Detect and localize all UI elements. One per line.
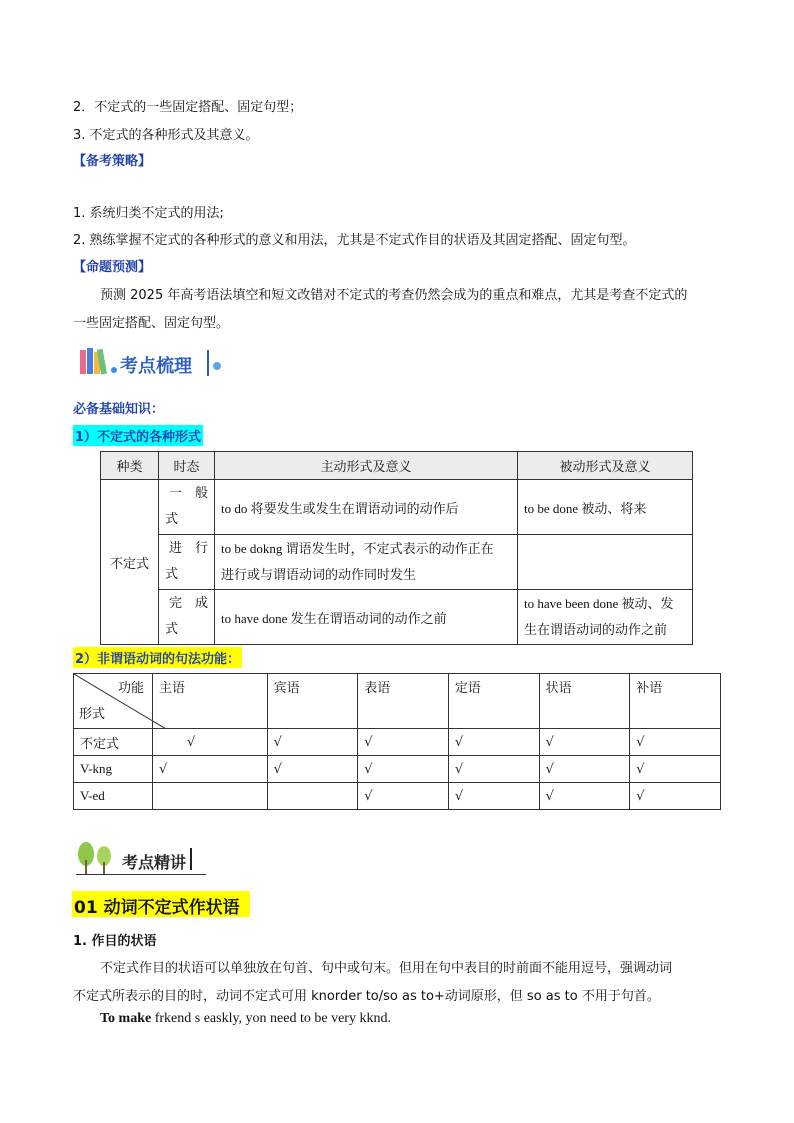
t2-form-ved: V-ed (74, 783, 153, 810)
t1-passive-progressive (518, 535, 693, 590)
title-dot (213, 362, 221, 370)
t2-header-adverbial: 状语 (539, 674, 630, 729)
forms-table (100, 451, 693, 645)
example-sentence (100, 1011, 391, 1027)
t2-check-cell: √ (358, 783, 449, 810)
subheading-purpose-adverbial: 1. 作目的状语 (73, 934, 157, 949)
basics-heading: 必备基础知识： (73, 402, 165, 417)
t1-active-simple: to do 将要发生或发生在谓语动词的动作后 (215, 480, 518, 535)
forecast-text-2: 一些固定搭配、固定句型。 (73, 316, 230, 331)
t1-passive-perfect: to have been done 被动、发 生在谓语动词的动作之前 (518, 590, 693, 645)
t1-tense-progressive: 进 行 式 (159, 535, 215, 590)
t2-check-cell: √ (153, 729, 268, 756)
table1-heading: 1）不定式的各种形式 (73, 425, 203, 446)
section-title-block-1 (78, 346, 228, 378)
t2-check-cell: √ (539, 756, 630, 783)
section-title-block-2 (76, 840, 211, 876)
example-bold-part: To make (100, 1011, 152, 1026)
t2-header-attribute: 定语 (448, 674, 539, 729)
function-table (73, 673, 721, 810)
t2-corner-top: 功能 (117, 681, 144, 696)
strategy-item-1: 1. 系统归类不定式的用法; (73, 206, 224, 221)
t2-check-cell: √ (267, 756, 358, 783)
strategy-item-2: 2. 熟练掌握不定式的各种形式的意义和用法，尤其是不定式作目的状语及其固定搭配、固定句型。 (73, 233, 636, 248)
paragraph-1-line-2: 不定式所表示的目的时，动词不定式可用 knorder to/so as to+动词原形，但 so as to 不用于句首。 (73, 989, 660, 1004)
t2-form-infinitive: 不定式 (74, 729, 153, 756)
books-icon (78, 346, 118, 378)
t1-kind-cell: 不定式 (101, 480, 159, 645)
t2-check-cell: √ (358, 756, 449, 783)
t2-check-cell: √ (630, 756, 721, 783)
t1-header-active: 主动形式及意义 (215, 452, 518, 480)
t2-check-cell: √ (630, 783, 721, 810)
intro-line-2: 3. 不定式的各种形式及其意义。 (73, 128, 259, 143)
t1-active-perfect: to have done 发生在谓语动词的动作之前 (215, 590, 518, 645)
title-cursor-bar (207, 350, 209, 376)
t2-check-cell: √ (448, 756, 539, 783)
t2-corner-bottom: 形式 (79, 707, 106, 722)
t1-active-progressive: to be dokng 谓语发生时，不定式表示的动作正在 进行或与谓语动词的动作同时发生 (215, 535, 518, 590)
t2-check-cell: √ (539, 729, 630, 756)
t2-check-cell: √ (539, 783, 630, 810)
t2-check-cell: √ (630, 729, 721, 756)
t1-header-kind: 种类 (101, 452, 159, 480)
forecast-heading: 【命题预测】 (73, 260, 152, 275)
t2-check-cell (267, 783, 358, 810)
t1-header-passive: 被动形式及意义 (518, 452, 693, 480)
t2-header-object: 宾语 (267, 674, 358, 729)
title-cursor-bar (190, 848, 192, 870)
t2-check-cell: √ (448, 783, 539, 810)
section-title-1: 考点梳理 (120, 356, 192, 377)
intro-line-1: 2．不定式的一些固定搭配、固定句型； (73, 100, 303, 115)
t1-header-tense: 时态 (159, 452, 215, 480)
paragraph-1-line-1: 不定式作目的状语可以单独放在句首、句中或句末。但用在句中表目的时前面不能用逗号，强调动词 (100, 961, 673, 976)
t1-tense-perfect: 完 成 式 (159, 590, 215, 645)
title-underline (76, 874, 206, 875)
strategy-heading: 【备考策略】 (73, 154, 152, 169)
t2-check-cell: √ (153, 756, 268, 783)
t2-corner-cell (74, 674, 153, 729)
section-title-2: 考点精讲 (122, 853, 187, 872)
t2-form-ving: V-kng (74, 756, 153, 783)
tree-icon (76, 840, 116, 876)
table2-heading: 2）非谓语动词的句法功能： (73, 647, 242, 668)
t1-tense-simple: 一 般 式 (159, 480, 215, 535)
t2-header-predicative: 表语 (358, 674, 449, 729)
example-rest: frkend s easkly, yon need to be very kknd. (151, 1011, 391, 1026)
t2-header-subject: 主语 (153, 674, 268, 729)
t2-check-cell: √ (448, 729, 539, 756)
t2-header-complement: 补语 (630, 674, 721, 729)
t2-check-cell: √ (267, 729, 358, 756)
t1-passive-simple: to be done 被动、将来 (518, 480, 693, 535)
t2-check-cell: √ (358, 729, 449, 756)
forecast-text-1: 预测 2025 年高考语法填空和短文改错对不定式的考查仍然会成为的重点和难点，尤其是考查不定式的 (100, 288, 688, 303)
t2-check-cell (153, 783, 268, 810)
topic-01-heading: 01 动词不定式作状语 (74, 898, 240, 918)
